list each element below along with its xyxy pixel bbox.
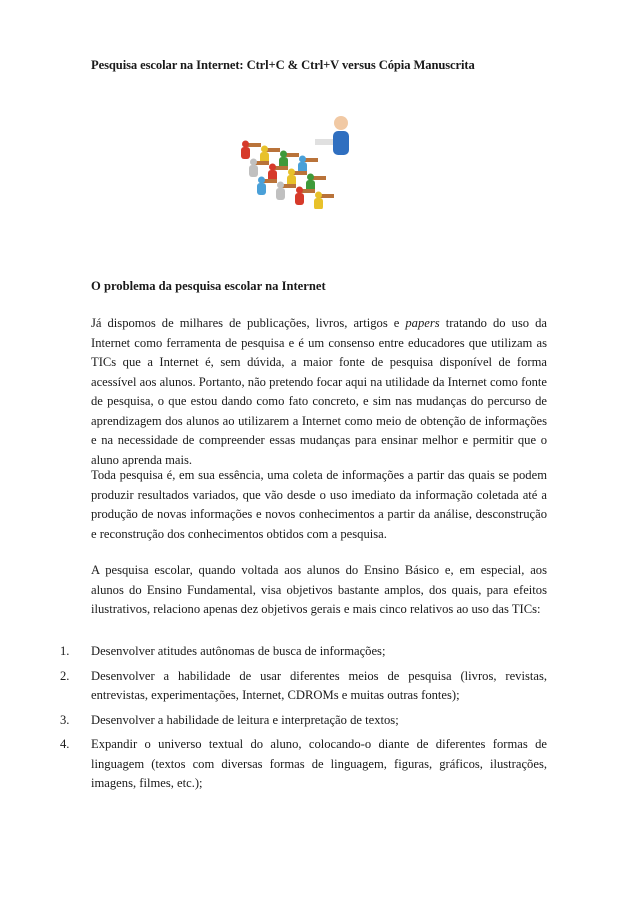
document-title: Pesquisa escolar na Internet: Ctrl+C & Ctrl+V versus Cópia Manuscrita <box>91 58 475 72</box>
objectives-list <box>60 642 547 799</box>
student-desk <box>285 153 299 157</box>
student-figure <box>249 165 258 177</box>
paragraph-intro-text-a: Já dispomos de milhares de publicações, livros, artigos e <box>91 316 406 330</box>
paragraph-school-research: A pesquisa escolar, quando voltada aos alunos do Ensino Básico e, em especial, aos alunos do Ensino Fundamental, visa objetivos bastante amplos, dos quais, para efeitos ilustrativos, relaciono apenas dez objetivos gerais e mais cinco relativos ao uso das TICs: <box>91 563 547 616</box>
student-head <box>296 187 303 194</box>
list-item <box>60 642 547 662</box>
paragraph-intro-emphasis: papers <box>405 316 440 330</box>
student-figure <box>241 147 250 159</box>
student-figure <box>314 198 323 209</box>
student-head <box>250 159 257 166</box>
list-item <box>60 667 547 706</box>
student-head <box>315 192 322 199</box>
list-item <box>60 735 547 794</box>
student-head <box>280 151 287 158</box>
teacher-figure <box>333 116 349 155</box>
list-item-number: 4. <box>60 737 70 751</box>
student-head <box>242 141 249 148</box>
student-desk <box>293 171 307 175</box>
section-heading: O problema da pesquisa escolar na Internet <box>91 279 326 293</box>
student-head <box>269 164 276 171</box>
student-figure <box>295 193 304 205</box>
student-desk <box>282 184 296 188</box>
student-desk <box>247 143 261 147</box>
student-desk <box>312 176 326 180</box>
student-desk <box>274 166 288 170</box>
student-desk <box>304 158 318 162</box>
student-figure <box>257 183 266 195</box>
list-item-text: Desenvolver a habilidade de usar diferentes meios de pesquisa (livros, revistas, entrevistas, experimentações, Internet, CDROMs e muitas outras fontes); <box>91 668 547 702</box>
student-desk <box>320 194 334 198</box>
paragraph-intro-text-b: tratando do uso da Internet como ferramenta de pesquisa e é um consenso entre educadores que utilizam as TICs que a Internet é, sem dúvida, a maior fonte de pesquisa disponível de forma acessível aos alunos. Portanto, não pretendo focar aqui na utilidade da Internet como fonte de pesquisa, o que estou dando como fato concreto, e sim nas mudanças do percurso de aprendizagem dos alunos ao utilizarem a Internet como meio de obtenção de informações e na necessidade de compreender essas mudanças para ensinar melhor e permitir que o aluno aprenda mais. <box>91 316 547 467</box>
list-item-text: Desenvolver atitudes autônomas de busca de informações; <box>91 644 386 658</box>
student-head <box>277 182 284 189</box>
student-head <box>258 177 265 184</box>
classroom-illustration <box>233 103 375 209</box>
student-head <box>261 146 268 153</box>
student-desk <box>263 179 277 183</box>
student-head <box>307 174 314 181</box>
list-item-text: Expandir o universo textual do aluno, colocando-o diante de diferentes formas de linguagem (textos com diversas formas de linguagem, figuras, gráficos, ilustrações, imagens, filmes, etc.); <box>91 737 547 790</box>
paragraph-research-definition: Toda pesquisa é, em sua essência, uma coleta de informações a partir das quais se podem produzir resultados variados, que vão desde o uso imediato da informação coletada até a produção de novas informações e novos conhecimentos a partir da análise, desconstrução e reconstrução dos conhecimentos obtidos com a pesquisa. <box>91 468 547 541</box>
classroom-figures-icon <box>233 103 375 209</box>
list-item <box>60 711 547 731</box>
teacher-desk <box>315 139 333 145</box>
student-head <box>299 156 306 163</box>
paragraph-intro <box>91 314 547 470</box>
student-desk <box>301 189 315 193</box>
list-item-number: 2. <box>60 668 70 683</box>
list-item-number: 3. <box>60 712 70 727</box>
student-head <box>288 169 295 176</box>
list-item-text: Desenvolver a habilidade de leitura e interpretação de textos; <box>91 712 399 727</box>
student-desk <box>255 161 269 165</box>
list-item-number: 1. <box>60 644 70 658</box>
student-desk <box>266 148 280 152</box>
student-figure <box>276 188 285 200</box>
